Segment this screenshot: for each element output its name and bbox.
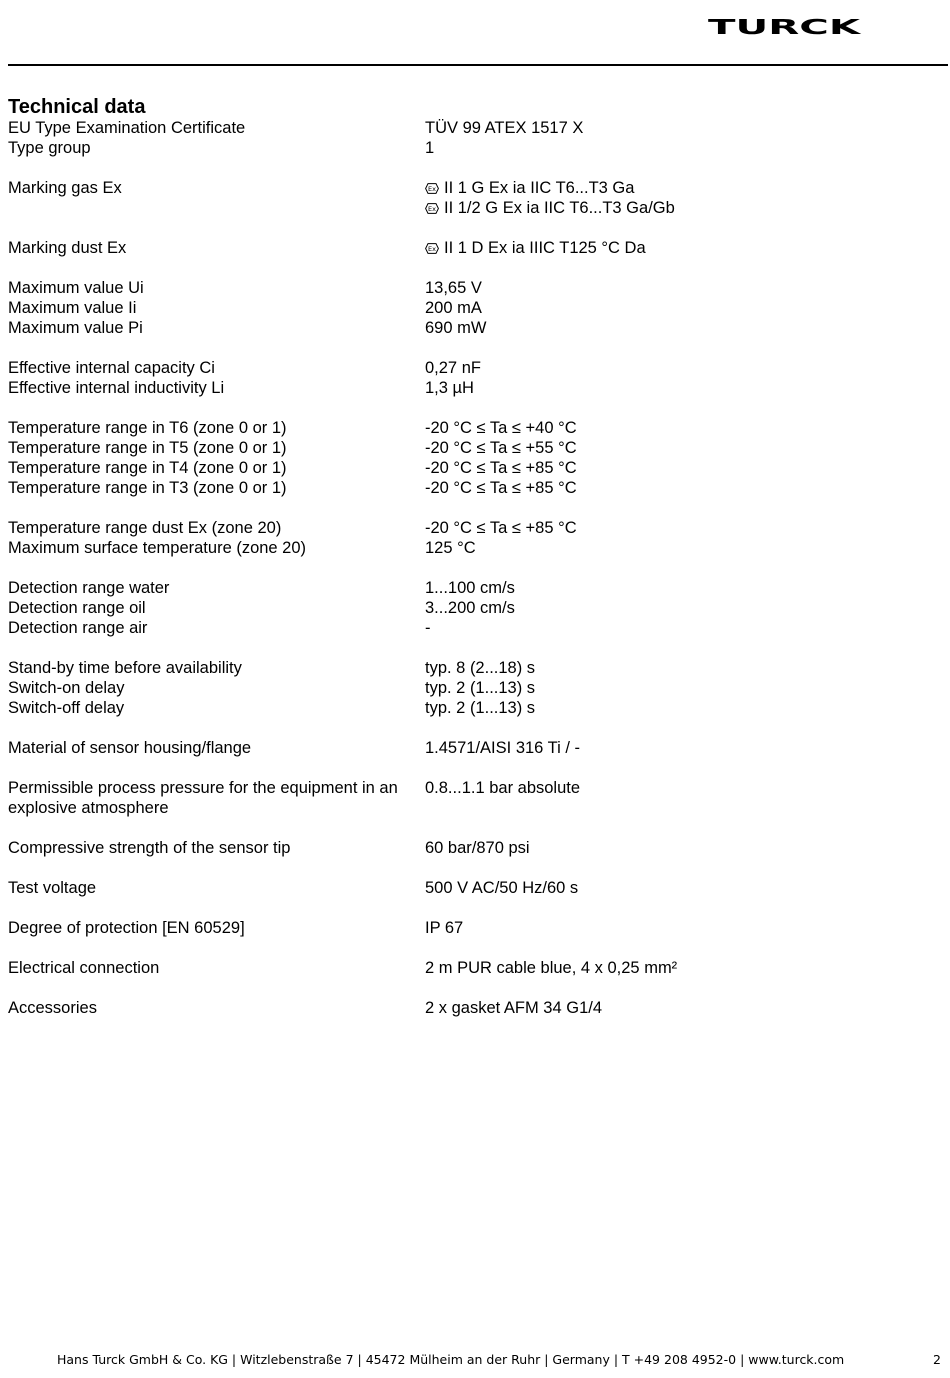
spec-value: [425, 658, 928, 678]
spec-value: [425, 298, 928, 318]
spec-label: Accessories: [8, 999, 97, 1017]
spec-value: [425, 998, 928, 1018]
spec-label: Stand-by time before availability: [8, 659, 242, 677]
spec-value-text: -20 °C ≤ Ta ≤ +85 °C: [425, 479, 577, 497]
spec-value-line: [425, 118, 928, 138]
spec-value: [425, 698, 928, 718]
spec-value-line: [425, 738, 928, 758]
spec-row: [8, 438, 928, 458]
spec-label: Temperature range dust Ex (zone 20): [8, 519, 282, 537]
spec-label: Effective internal inductivity Li: [8, 379, 225, 397]
spec-row: [8, 538, 928, 558]
svg-text:Ex: Ex: [428, 205, 436, 213]
page-number: 2: [933, 1352, 941, 1367]
technical-data-table: [8, 118, 928, 1018]
spec-value: [425, 118, 928, 138]
spec-value-line: [425, 438, 928, 458]
spec-value: [425, 438, 928, 458]
spec-label: Temperature range in T5 (zone 0 or 1): [8, 439, 287, 457]
spec-value-line: [425, 478, 928, 498]
spec-row: [8, 598, 928, 618]
spec-value-text: 200 mA: [425, 299, 482, 317]
spec-value-text: -20 °C ≤ Ta ≤ +85 °C: [425, 459, 577, 477]
spec-label: Maximum surface temperature (zone 20): [8, 539, 307, 557]
spec-value-text: IP 67: [425, 919, 464, 937]
spec-row: [8, 518, 928, 538]
spec-value: [425, 418, 928, 438]
spec-value: [425, 358, 928, 378]
spec-label: EU Type Examination Certificate: [8, 119, 246, 137]
turck-logo: TURCK: [708, 15, 861, 40]
spec-row: [8, 138, 928, 158]
spec-row: [8, 238, 928, 258]
spec-value: [425, 378, 928, 398]
spec-value-text: 13,65 V: [425, 279, 482, 297]
spec-value-text: 1: [425, 139, 435, 157]
spec-value-line: [425, 358, 928, 378]
spec-row: [8, 358, 928, 378]
spec-value-line: [425, 598, 928, 618]
spec-value-text: -20 °C ≤ Ta ≤ +85 °C: [425, 519, 577, 537]
spec-value: [425, 838, 928, 858]
spec-label: Marking dust Ex: [8, 239, 127, 257]
spec-label: Switch-off delay: [8, 699, 125, 717]
spec-value-text: 0.8...1.1 bar absolute: [425, 779, 581, 797]
ex-hexagon-icon: [425, 179, 439, 193]
ex-hexagon-icon: [425, 239, 439, 253]
spec-value: [425, 278, 928, 298]
spec-value-text: 1.4571/AISI 316 Ti / -: [425, 739, 581, 757]
spec-row: [8, 458, 928, 478]
spec-value-text: 500 V AC/50 Hz/60 s: [425, 879, 579, 897]
spec-row: [8, 118, 928, 138]
spec-value-line: [425, 678, 928, 698]
spec-value: [425, 538, 928, 558]
ex-hexagon-icon: [425, 199, 439, 213]
header-divider: [8, 64, 948, 66]
spec-row: [8, 378, 928, 398]
spec-row: [8, 578, 928, 598]
spec-value: [425, 458, 928, 478]
spec-row: [8, 298, 928, 318]
spec-value-text: 3...200 cm/s: [425, 599, 515, 617]
spec-label: Type group: [8, 139, 91, 157]
spec-label: Maximum value Ui: [8, 279, 144, 297]
spec-row: [8, 178, 928, 218]
spec-value-text: 0,27 nF: [425, 359, 481, 377]
spec-value: [425, 138, 928, 158]
spec-label: Test voltage: [8, 879, 97, 897]
spec-value-text: 2 x gasket AFM 34 G1/4: [425, 999, 603, 1017]
spec-row: [8, 918, 928, 938]
spec-value-line: [425, 138, 928, 158]
page-title: Technical data: [8, 96, 146, 118]
spec-value-text: 690 mW: [425, 319, 487, 337]
spec-value-text: typ. 2 (1...13) s: [425, 679, 536, 697]
spec-value-line: [425, 698, 928, 718]
spec-value-text: -: [425, 619, 431, 637]
spec-value: [425, 878, 928, 898]
spec-value-text: typ. 2 (1...13) s: [425, 699, 536, 717]
spec-label: Maximum value Ii: [8, 299, 137, 317]
spec-row: [8, 318, 928, 338]
spec-row: [8, 998, 928, 1018]
spec-row: [8, 838, 928, 858]
spec-label: Maximum value Pi: [8, 319, 143, 337]
spec-row: [8, 418, 928, 438]
spec-value-line: [425, 538, 928, 558]
spec-value-line: [425, 278, 928, 298]
spec-label: Material of sensor housing/flange: [8, 739, 252, 757]
spec-value-text: II 1 G Ex ia IIC T6...T3 Ga: [444, 179, 635, 197]
spec-row: [8, 958, 928, 978]
spec-value-line: [425, 658, 928, 678]
footer-address: Hans Turck GmbH & Co. KG | Witzlebenstraße 7 | 45472 Mülheim an der Ruhr | Germany | T +49 208 4952-0 | www.turck.com: [57, 1352, 845, 1367]
spec-value-line: [425, 298, 928, 318]
spec-row: [8, 778, 928, 818]
spec-label: Permissible process pressure for the equipment in an explosive atmosphere: [8, 779, 398, 817]
spec-row: [8, 278, 928, 298]
spec-label: Detection range oil: [8, 599, 146, 617]
spec-value-text: 1,3 µH: [425, 379, 474, 397]
spec-value-line: [425, 318, 928, 338]
spec-value: [425, 918, 928, 938]
svg-text:Ex: Ex: [428, 185, 436, 193]
spec-value: [425, 778, 928, 818]
spec-value-line: [425, 578, 928, 598]
spec-value-text: 2 m PUR cable blue, 4 x 0,25 mm²: [425, 959, 678, 977]
spec-value-line: [425, 778, 928, 798]
spec-value-line: [425, 458, 928, 478]
spec-value: [425, 958, 928, 978]
spec-label: Detection range water: [8, 579, 170, 597]
spec-value: [425, 678, 928, 698]
spec-label: Detection range air: [8, 619, 148, 637]
spec-value-text: -20 °C ≤ Ta ≤ +40 °C: [425, 419, 577, 437]
spec-value-text: TÜV 99 ATEX 1517 X: [425, 119, 584, 137]
spec-label: Temperature range in T3 (zone 0 or 1): [8, 479, 287, 497]
spec-row: [8, 678, 928, 698]
spec-value-line: [425, 378, 928, 398]
spec-row: [8, 698, 928, 718]
spec-value-text: 125 °C: [425, 539, 476, 557]
spec-value-line: [425, 918, 928, 938]
spec-value-text: II 1 D Ex ia IIIC T125 °C Da: [444, 239, 646, 257]
spec-value-line: [425, 418, 928, 438]
spec-value: [425, 578, 928, 598]
spec-value-text: typ. 8 (2...18) s: [425, 659, 536, 677]
spec-label: Effective internal capacity Ci: [8, 359, 215, 377]
spec-value-line: [425, 618, 928, 638]
spec-value-text: II 1/2 G Ex ia IIC T6...T3 Ga/Gb: [444, 199, 675, 217]
spec-value-line: [425, 178, 928, 198]
spec-row: [8, 738, 928, 758]
spec-label: Marking gas Ex: [8, 179, 122, 197]
spec-row: [8, 618, 928, 638]
spec-value: [425, 178, 928, 218]
spec-row: [8, 478, 928, 498]
spec-value-line: [425, 518, 928, 538]
spec-label: Degree of protection [EN 60529]: [8, 919, 245, 937]
spec-label: Compressive strength of the sensor tip: [8, 839, 291, 857]
spec-value-text: 60 bar/870 psi: [425, 839, 530, 857]
spec-value-line: [425, 998, 928, 1018]
spec-value-line: [425, 878, 928, 898]
spec-value: [425, 238, 928, 258]
spec-row: [8, 658, 928, 678]
spec-row: [8, 878, 928, 898]
spec-value-text: 1...100 cm/s: [425, 579, 515, 597]
spec-value: [425, 598, 928, 618]
spec-value-text: -20 °C ≤ Ta ≤ +55 °C: [425, 439, 577, 457]
spec-label: Switch-on delay: [8, 679, 125, 697]
spec-value-line: [425, 198, 928, 218]
spec-value: [425, 478, 928, 498]
svg-text:Ex: Ex: [428, 245, 436, 253]
spec-value: [425, 618, 928, 638]
spec-value-line: [425, 238, 928, 258]
spec-value: [425, 318, 928, 338]
spec-value-line: [425, 958, 928, 978]
spec-label: Electrical connection: [8, 959, 160, 977]
spec-value: [425, 738, 928, 758]
spec-label: Temperature range in T4 (zone 0 or 1): [8, 459, 287, 477]
spec-value-line: [425, 838, 928, 858]
spec-label: Temperature range in T6 (zone 0 or 1): [8, 419, 287, 437]
spec-value: [425, 518, 928, 538]
